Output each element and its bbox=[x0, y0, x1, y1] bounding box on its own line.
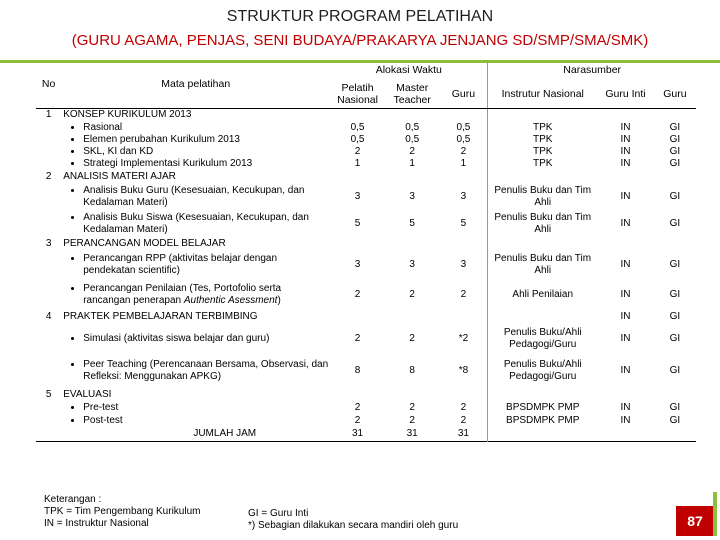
header-instruktur: Instrutur Nasional bbox=[488, 80, 597, 108]
section-title: PRAKTEK PEMBELAJARAN TERBIMBING bbox=[63, 311, 258, 322]
header-mata-pelatihan: Mata pelatihan bbox=[61, 60, 330, 108]
cell-instruktur: TPK bbox=[488, 122, 597, 134]
cell-guru-inti: IN bbox=[620, 311, 631, 322]
cell-guru-2: GI bbox=[669, 190, 681, 202]
cell-pelatih: 1 bbox=[354, 158, 361, 169]
page-title: STRUKTUR PROGRAM PELATIHAN bbox=[226, 8, 494, 25]
note-gi: GI = Guru Inti bbox=[248, 508, 309, 519]
section-title: PERANCANGAN MODEL BELAJAR bbox=[63, 237, 226, 249]
cell-guru: 5 bbox=[460, 217, 467, 229]
row-label: • Analisis Buku Siswa (Kesesuaian, Kecukupan, dan Kedalaman Materi) bbox=[83, 212, 328, 236]
total-guru: 31 bbox=[457, 427, 469, 439]
row-label: • SKL, KI dan KD bbox=[83, 146, 328, 158]
section-row bbox=[36, 237, 696, 250]
cell-instruktur: Penulis Buku dan Tim Ahli bbox=[488, 210, 597, 237]
cell-guru: 2 bbox=[460, 146, 467, 157]
cell-guru: 2 bbox=[460, 289, 467, 300]
header-narasumber: Narasumber bbox=[488, 60, 696, 80]
program-table bbox=[36, 60, 696, 442]
section-no: 3 bbox=[45, 237, 52, 249]
cell-master: 3 bbox=[409, 190, 415, 202]
total-master: 31 bbox=[406, 427, 418, 439]
table-row bbox=[36, 122, 696, 134]
cell-pelatih: 8 bbox=[354, 365, 361, 376]
row-label: • Post-test bbox=[83, 415, 328, 427]
section-no: 2 bbox=[45, 170, 52, 182]
note-star: *) Sebagian dilakukan secara mandiri oleh guru bbox=[248, 520, 459, 531]
table-row bbox=[36, 324, 696, 354]
page-number: 87 bbox=[676, 506, 714, 536]
section-row bbox=[36, 170, 696, 183]
cell-guru-inti: IN bbox=[620, 134, 631, 145]
cell-guru-inti: IN bbox=[620, 289, 631, 300]
cell-instruktur: Penulis Buku/Ahli Pedagogi/Guru bbox=[488, 354, 597, 388]
program-table-wrapper bbox=[36, 60, 696, 490]
cell-guru-2: GI bbox=[669, 158, 681, 169]
table-row bbox=[36, 134, 696, 146]
table-row bbox=[36, 250, 696, 280]
cell-guru-2: GI bbox=[669, 146, 681, 157]
cell-master: 1 bbox=[409, 158, 415, 169]
cell-pelatih: 2 bbox=[354, 146, 361, 157]
row-label: • Analisis Buku Guru (Kesesuaian, Kecukupan, dan Kedalaman Materi) bbox=[83, 185, 328, 209]
notes-left bbox=[44, 494, 200, 530]
cell-guru: 2 bbox=[460, 401, 467, 413]
notes-right bbox=[248, 508, 458, 532]
total-label: JUMLAH JAM bbox=[193, 427, 257, 439]
cell-guru-inti: IN bbox=[620, 365, 631, 376]
cell-guru: 2 bbox=[460, 414, 467, 426]
header-guru-2: Guru bbox=[654, 80, 696, 108]
cell-master: 2 bbox=[409, 146, 415, 157]
cell-pelatih: 3 bbox=[354, 259, 361, 270]
row-label: • Simulasi (aktivitas siswa belajar dan guru) bbox=[83, 333, 328, 345]
row-label: • Elemen perubahan Kurikulum 2013 bbox=[83, 134, 328, 146]
cell-guru-inti: IN bbox=[620, 122, 631, 133]
cell-guru-2: GI bbox=[669, 122, 681, 133]
section-row bbox=[36, 108, 696, 122]
cell-master: 2 bbox=[409, 414, 415, 426]
cell-pelatih: 2 bbox=[354, 414, 361, 426]
cell-guru-2: GI bbox=[669, 217, 681, 229]
header-guru-inti: Guru Inti bbox=[597, 80, 654, 108]
cell-guru-inti: IN bbox=[620, 401, 631, 413]
cell-guru-inti: IN bbox=[620, 217, 631, 229]
accent-bar bbox=[713, 492, 717, 536]
cell-guru-2: GI bbox=[669, 414, 681, 426]
section-no: 1 bbox=[45, 109, 52, 121]
section-title: EVALUASI bbox=[63, 388, 112, 400]
cell-guru: 0,5 bbox=[456, 134, 471, 145]
cell-pelatih: 2 bbox=[354, 333, 361, 344]
cell-guru-inti: IN bbox=[620, 414, 631, 426]
row-label: • Perancangan RPP (aktivitas belajar dengan pendekatan scientific) bbox=[83, 253, 328, 277]
cell-instruktur: TPK bbox=[488, 134, 597, 146]
title-banner bbox=[0, 0, 720, 63]
cell-pelatih: 0,5 bbox=[350, 134, 365, 145]
section-title: KONSEP KURIKULUM 2013 bbox=[63, 109, 192, 121]
table-row bbox=[36, 354, 696, 388]
cell-master: 8 bbox=[409, 365, 415, 376]
cell-guru-inti: IN bbox=[620, 190, 631, 202]
table-row bbox=[36, 280, 696, 310]
row-label: • Peer Teaching (Perencanaan Bersama, Observasi, dan Refleksi: Menggunakan APKG) bbox=[83, 359, 328, 383]
cell-guru-2: GI bbox=[669, 365, 681, 376]
table-row bbox=[36, 414, 696, 427]
row-label: • Strategi Implementasi Kurikulum 2013 bbox=[83, 158, 328, 170]
cell-instruktur: TPK bbox=[488, 158, 597, 170]
cell-master: 2 bbox=[409, 289, 415, 300]
cell-master: 0,5 bbox=[405, 122, 420, 133]
cell-instruktur: Penulis Buku/Ahli Pedagogi/Guru bbox=[488, 324, 597, 354]
cell-master: 0,5 bbox=[405, 134, 420, 145]
cell-instruktur: TPK bbox=[488, 146, 597, 158]
notes-heading: Keterangan : bbox=[44, 494, 102, 505]
cell-guru-2: GI bbox=[669, 333, 681, 344]
row-label: • Pre-test bbox=[83, 402, 328, 414]
cell-guru-2: GI bbox=[669, 259, 681, 270]
header-master-teacher: Master Teacher bbox=[385, 80, 440, 108]
cell-instruktur: BPSDMPK PMP bbox=[488, 414, 597, 427]
cell-guru: 0,5 bbox=[456, 122, 471, 133]
header-no: No bbox=[36, 60, 61, 108]
cell-guru: *8 bbox=[458, 365, 469, 376]
section-title: ANALISIS MATERI AJAR bbox=[63, 170, 176, 182]
table-row bbox=[36, 210, 696, 237]
table-row bbox=[36, 183, 696, 210]
cell-guru-2: GI bbox=[669, 289, 681, 300]
note-in: IN = Instruktur Nasional bbox=[44, 518, 149, 529]
table-row bbox=[36, 401, 696, 414]
cell-pelatih: 5 bbox=[354, 217, 361, 229]
cell-guru-inti: IN bbox=[620, 259, 631, 270]
cell-guru-inti: IN bbox=[620, 146, 631, 157]
cell-guru-2: GI bbox=[669, 134, 681, 145]
cell-pelatih: 3 bbox=[354, 190, 361, 202]
cell-guru-2: GI bbox=[669, 401, 681, 413]
header-pelatih-nasional: Pelatih Nasional bbox=[330, 80, 385, 108]
cell-master: 3 bbox=[409, 259, 415, 270]
cell-pelatih: 0,5 bbox=[350, 122, 365, 133]
row-label: • Rasional bbox=[83, 122, 328, 134]
total-row bbox=[36, 427, 696, 441]
page-subtitle: (GURU AGAMA, PENJAS, SENI BUDAYA/PRAKARYA JENJANG SD/SMP/SMA/SMK) bbox=[71, 32, 649, 49]
cell-guru: 3 bbox=[460, 259, 467, 270]
cell-guru-inti: IN bbox=[620, 158, 631, 169]
cell-guru: *2 bbox=[458, 333, 469, 344]
cell-guru: 1 bbox=[460, 158, 467, 169]
cell-pelatih: 2 bbox=[354, 289, 361, 300]
section-no: 5 bbox=[45, 388, 52, 400]
table-row bbox=[36, 158, 696, 170]
cell-master: 2 bbox=[409, 333, 415, 344]
table-row bbox=[36, 146, 696, 158]
section-no: 4 bbox=[45, 311, 52, 322]
cell-guru-inti: IN bbox=[620, 333, 631, 344]
cell-guru-2: GI bbox=[669, 311, 681, 322]
header-alokasi: Alokasi Waktu bbox=[375, 64, 442, 76]
cell-instruktur: Penulis Buku dan Tim Ahli bbox=[488, 183, 597, 210]
total-pelatih: 31 bbox=[351, 427, 364, 439]
cell-guru: 3 bbox=[460, 190, 467, 202]
header-guru: Guru bbox=[440, 80, 488, 108]
section-row bbox=[36, 310, 696, 324]
row-label: • Perancangan Penilaian (Tes, Portofolio serta rancangan penerapan Authentic Asessment) bbox=[83, 283, 328, 307]
cell-instruktur: Ahli Penilaian bbox=[488, 280, 597, 310]
cell-master: 5 bbox=[409, 217, 415, 229]
cell-pelatih: 2 bbox=[354, 401, 361, 413]
cell-instruktur: Penulis Buku dan Tim Ahli bbox=[488, 250, 597, 280]
section-row bbox=[36, 388, 696, 401]
cell-master: 2 bbox=[409, 401, 415, 413]
note-tpk: TPK = Tim Pengembang Kurikulum bbox=[44, 506, 201, 517]
cell-instruktur: BPSDMPK PMP bbox=[488, 401, 597, 414]
